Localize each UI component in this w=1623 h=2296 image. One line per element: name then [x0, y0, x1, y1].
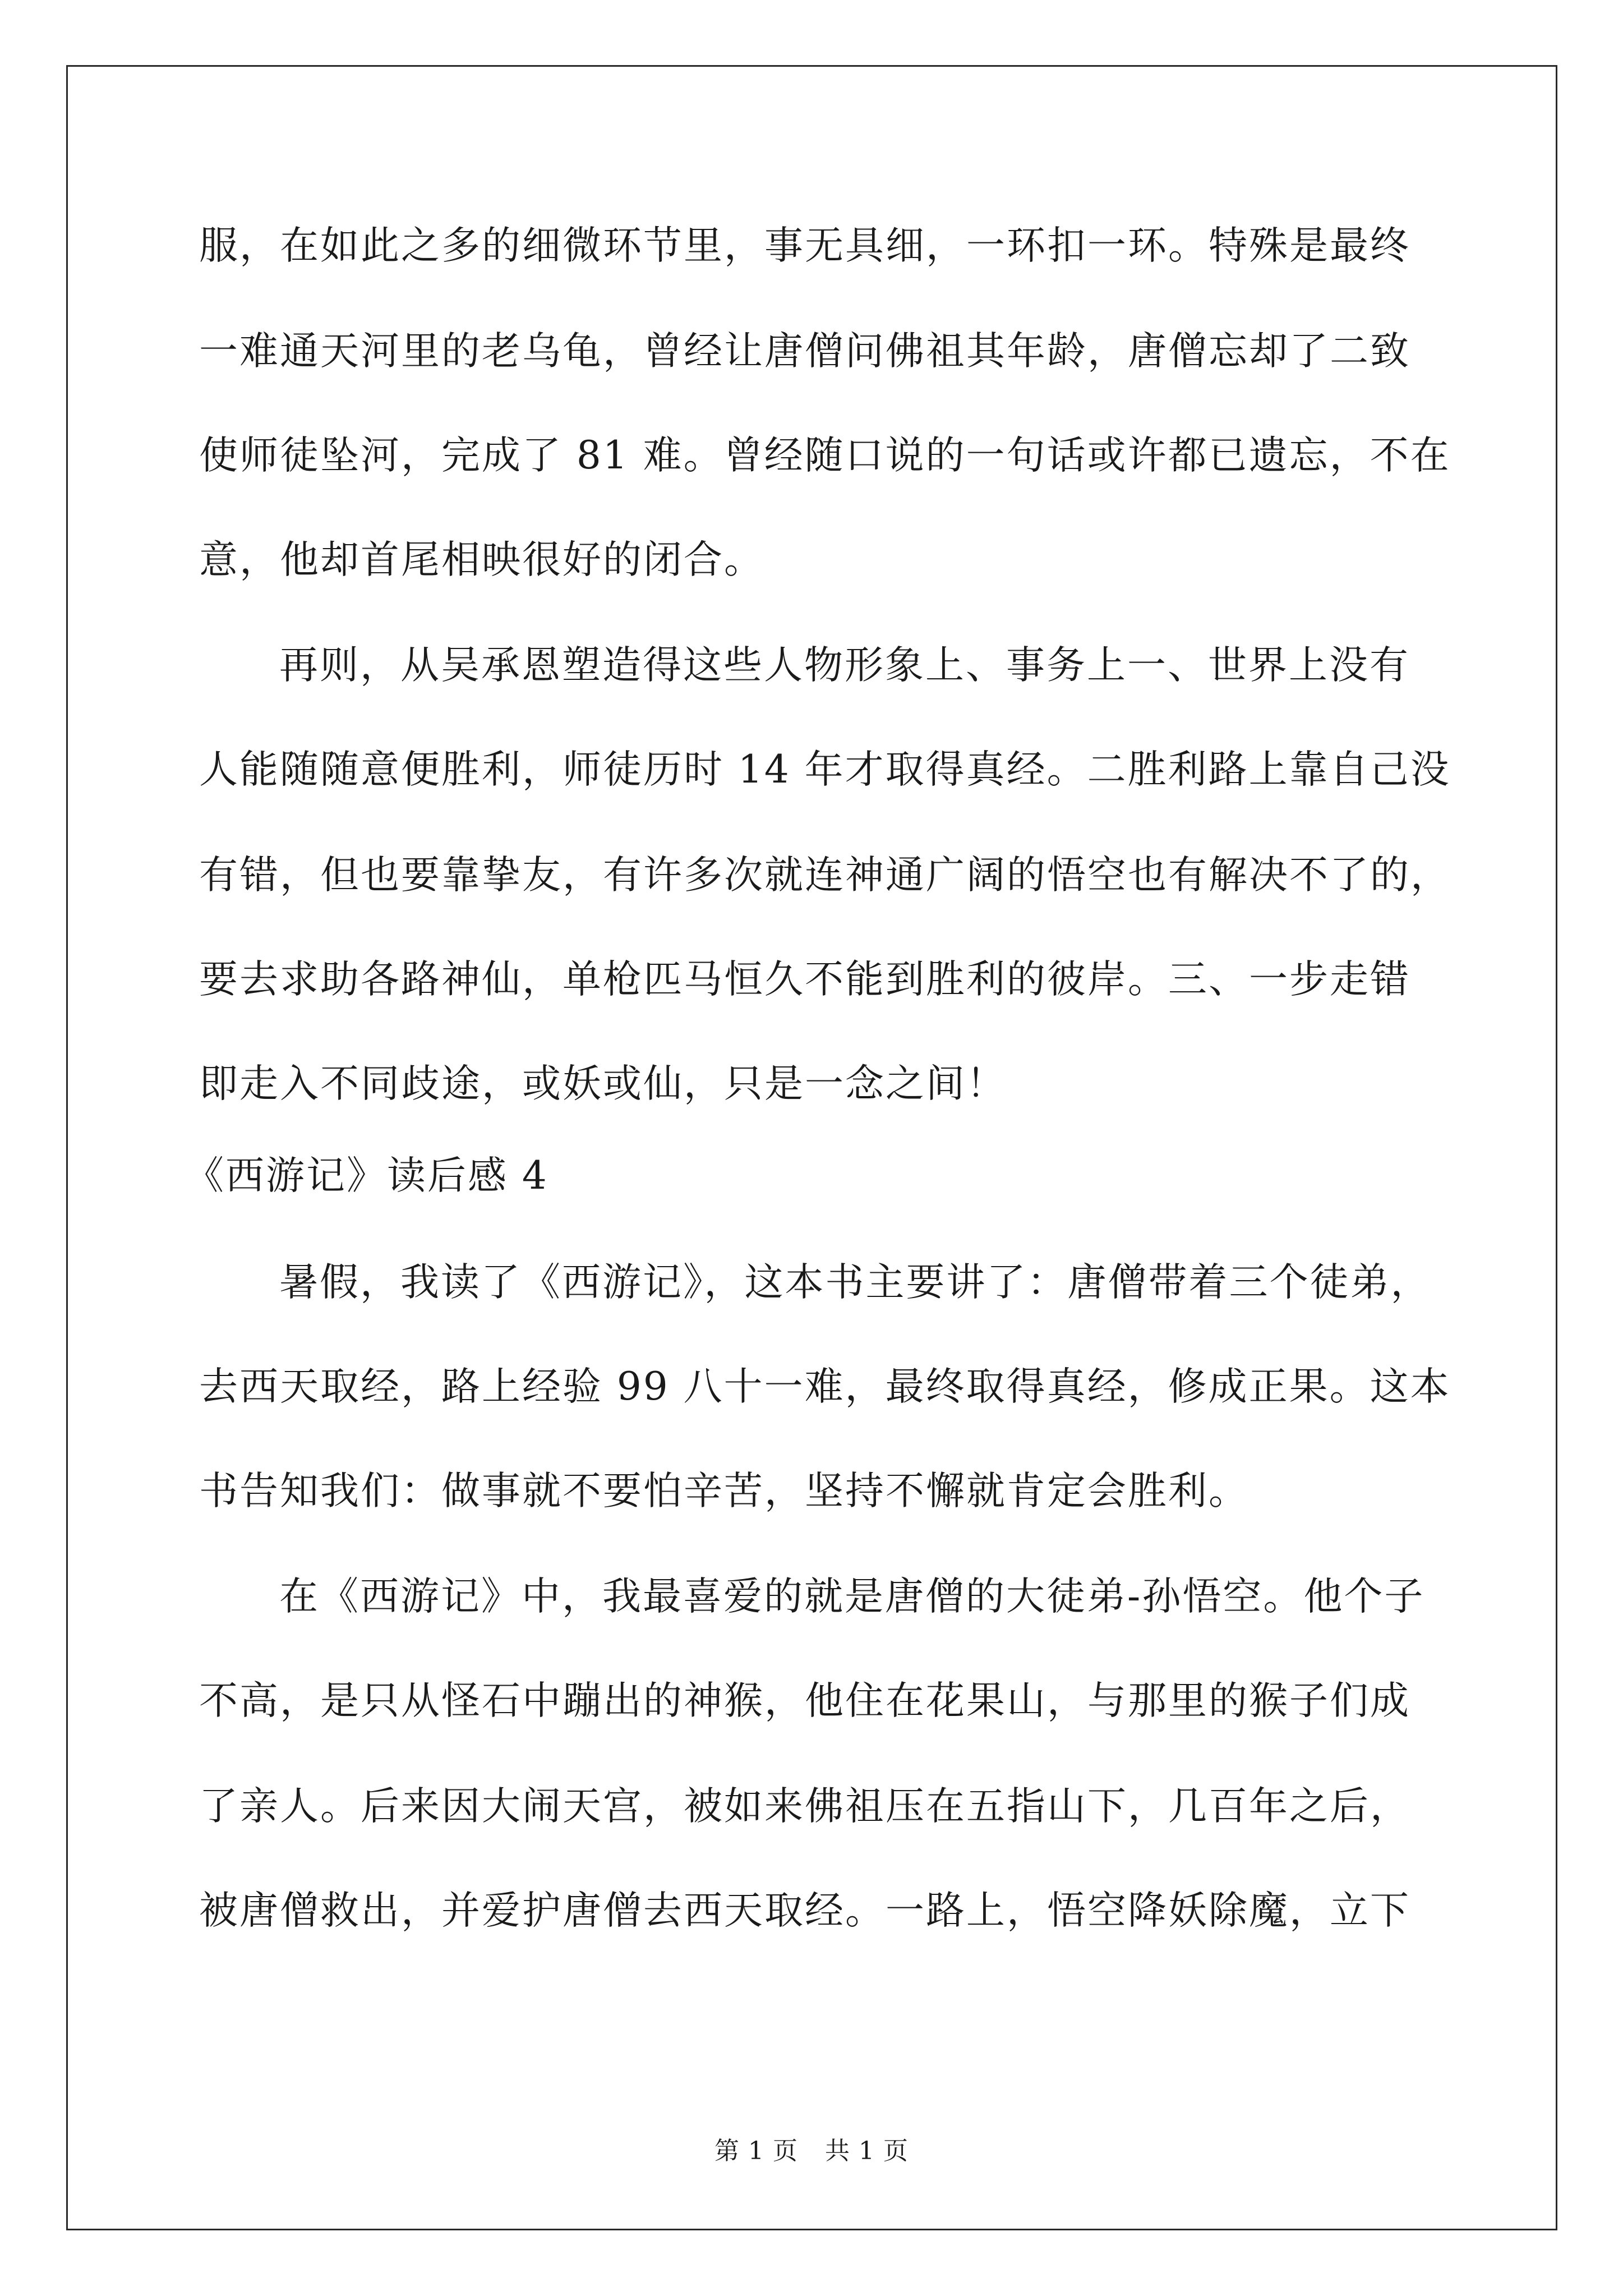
page-total: 共 1 页 — [825, 2137, 909, 2165]
page-number: 第 1 页 — [714, 2137, 798, 2165]
paragraph-start: 再则，从吴承恩塑造得这些人物形象上、事务上一、世界上没有 — [279, 643, 1410, 688]
paragraph-start: 暑假，我读了《西游记》，这本书主要讲了：唐僧带着三个徒弟， — [279, 1260, 1431, 1305]
text-line: 使师徒坠河，完成了 81 难。曾经随口说的一句话或许都已遗忘，不在 — [199, 433, 1451, 478]
text-line: 不高，是只从怪石中蹦出的神猴，他住在花果山，与那里的猴子们成 — [199, 1678, 1410, 1723]
text-line: 一难通天河里的老乌龟，曾经让唐僧问佛祖其年龄，唐僧忘却了二致 — [199, 329, 1410, 374]
text-line: 意，他却首尾相映很好的闭合。 — [199, 537, 764, 582]
text-line: 要去求助各路神仙，单枪匹马恒久不能到胜利的彼岸。三、一步走错 — [199, 957, 1410, 1002]
page-footer — [0, 2131, 1623, 2166]
text-line: 有错，但也要靠挚友，有许多次就连神通广阔的悟空也有解决不了的， — [199, 853, 1451, 898]
text-line: 书告知我们：做事就不要怕辛苦，坚持不懈就肯定会胜利。 — [199, 1469, 1249, 1513]
paragraph-start: 在《西游记》中，我最喜爱的就是唐僧的大徒弟-孙悟空。他个子 — [279, 1574, 1425, 1619]
text-line: 被唐僧救出，并爱护唐僧去西天取经。一路上，悟空降妖除魔，立下 — [199, 1888, 1410, 1933]
text-line: 服，在如此之多的细微环节里，事无具细，一环扣一环。特殊是最终 — [199, 223, 1410, 268]
text-line: 了亲人。后来因大闹天宫，被如来佛祖压在五指山下，几百年之后， — [199, 1784, 1410, 1829]
text-line: 即走入不同歧途，或妖或仙，只是一念之间！ — [199, 1061, 1007, 1106]
section-heading: 《西游记》读后感 4 — [185, 1153, 548, 1198]
text-line: 人能随随意便胜利，师徒历时 14 年才取得真经。二胜利路上靠自己没 — [199, 747, 1451, 792]
text-line: 去西天取经，路上经验 99 八十一难，最终取得真经，修成正果。这本 — [199, 1364, 1451, 1409]
